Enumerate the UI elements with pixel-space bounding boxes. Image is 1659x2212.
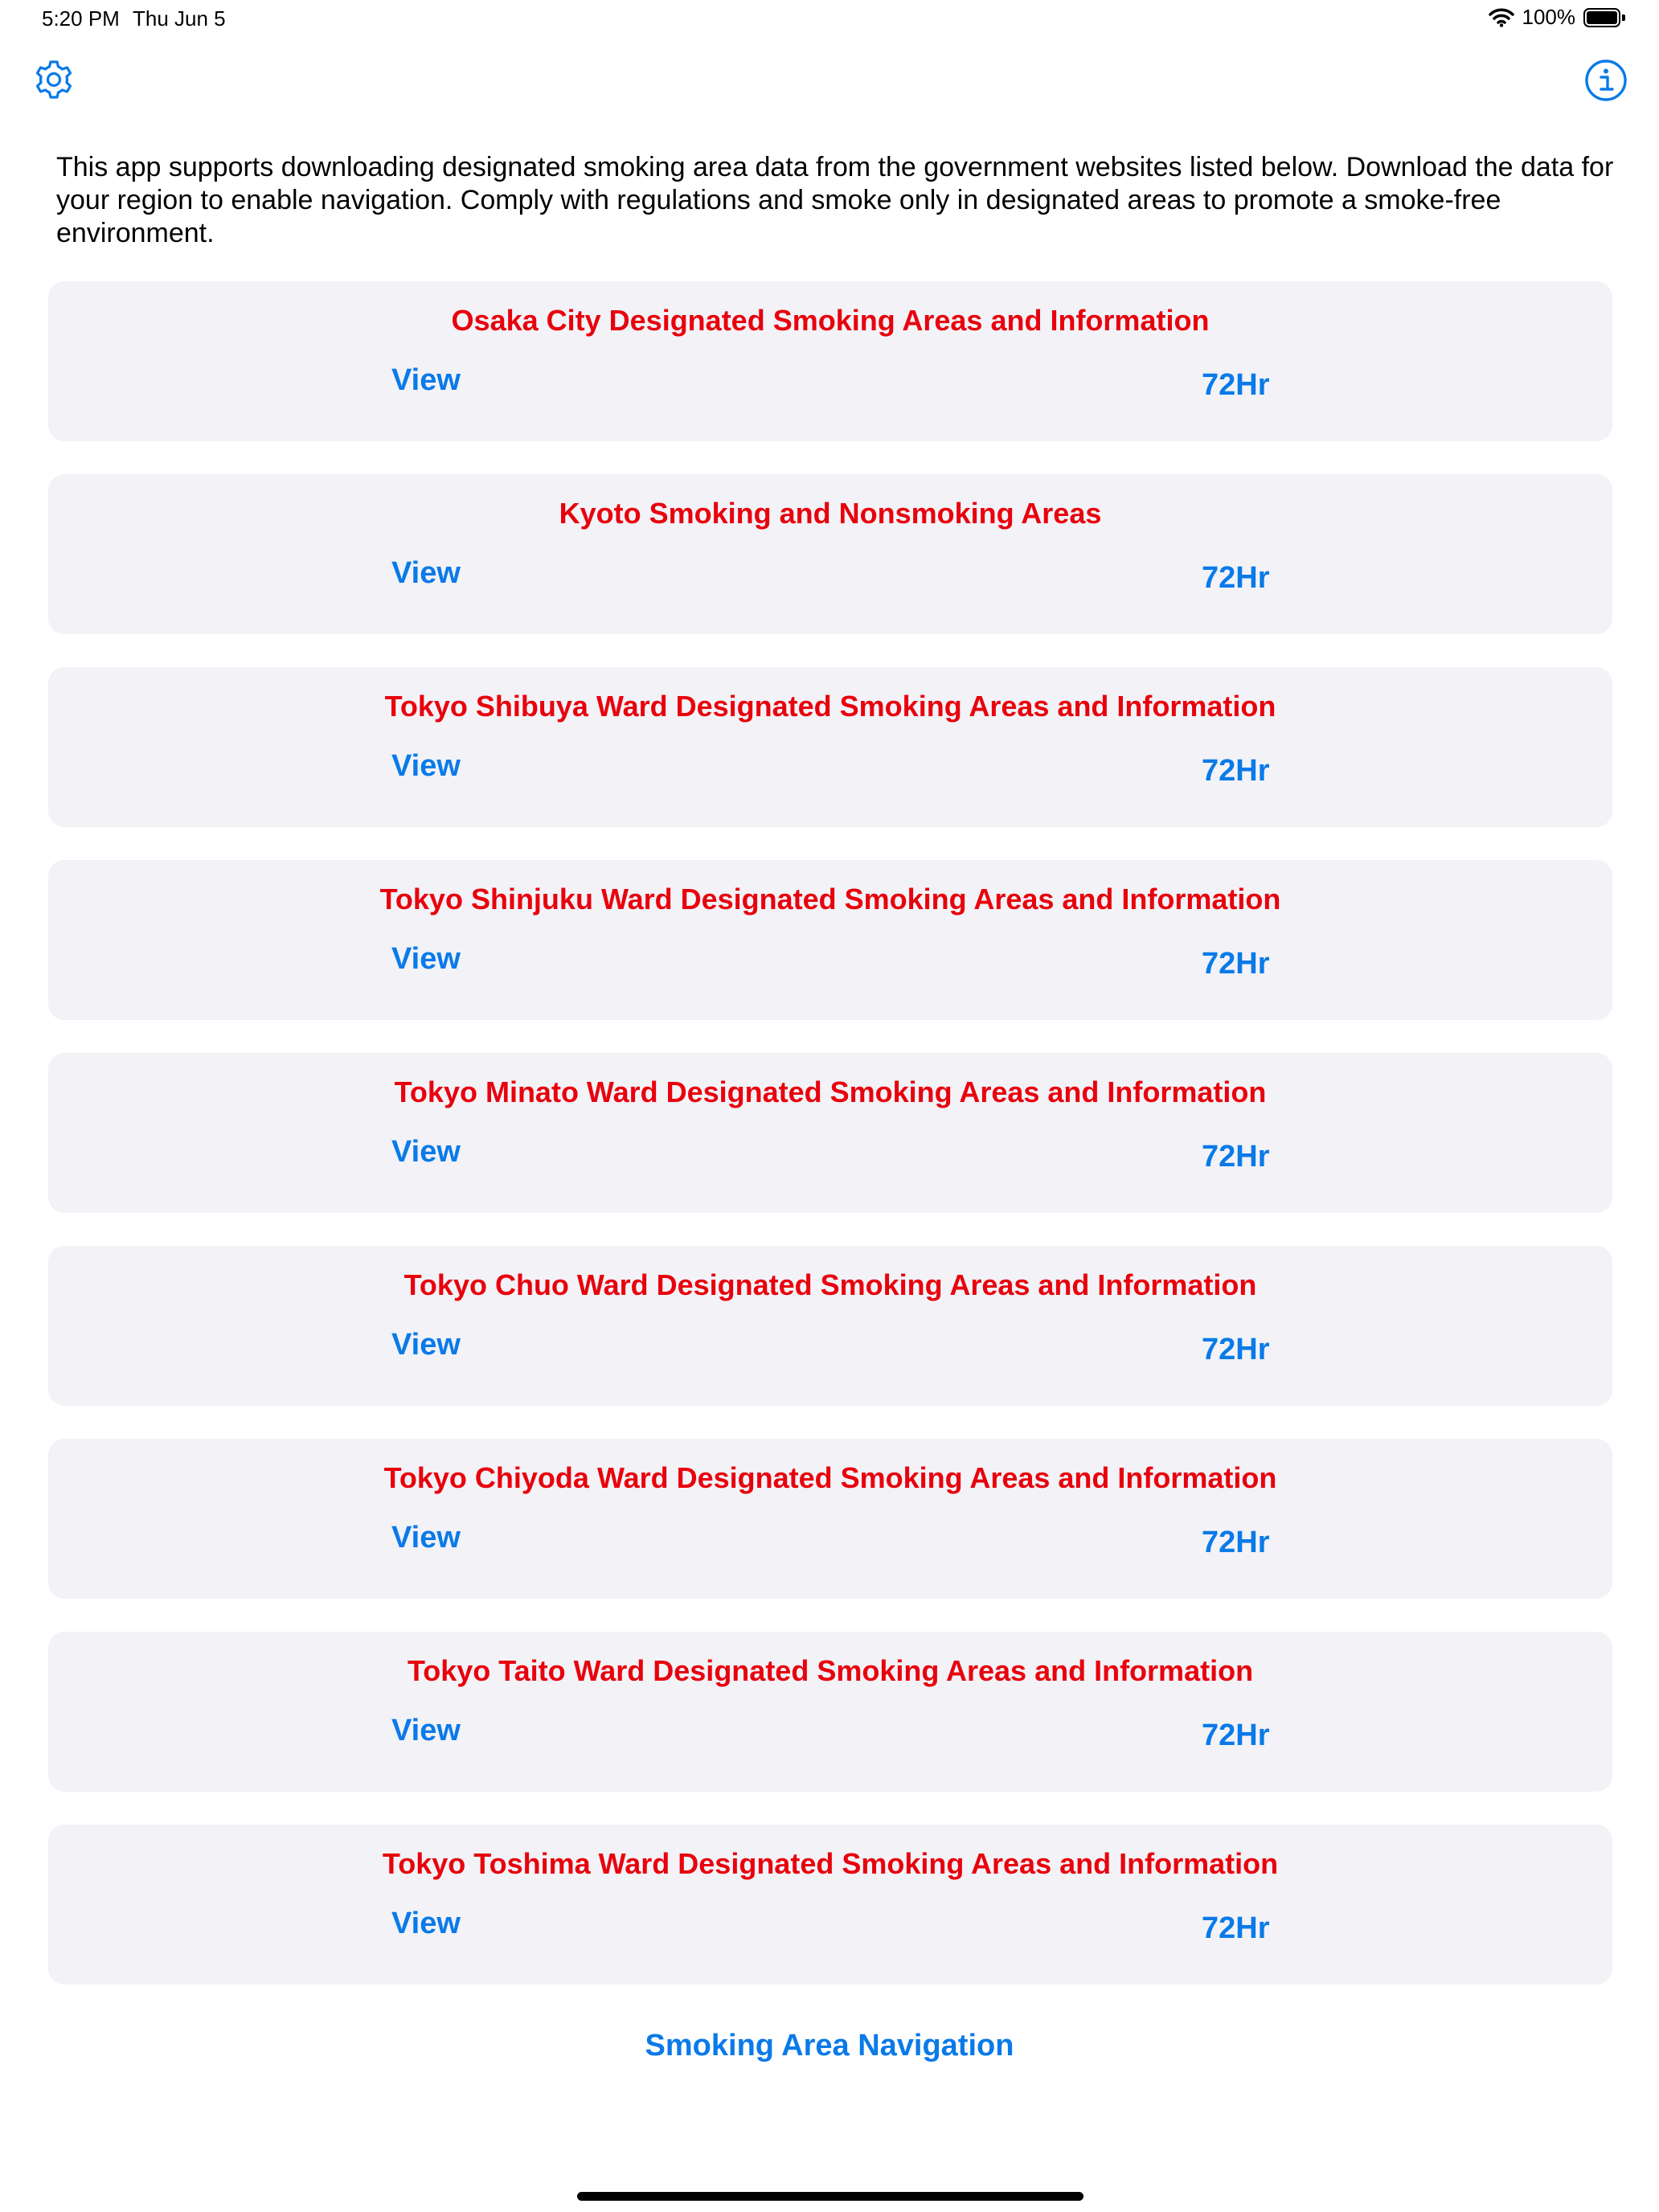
view-button[interactable]: View [391,1521,461,1555]
source-title-link[interactable]: Kyoto Smoking and Nonsmoking Areas [559,497,1102,530]
battery-icon [1583,8,1625,27]
source-title-link[interactable]: Tokyo Chiyoda Ward Designated Smoking Areas and Information [383,1461,1277,1494]
view-button[interactable]: View [391,1714,461,1747]
source-card [48,474,1612,634]
source-title-link[interactable]: Tokyo Shinjuku Ward Designated Smoking Areas and Information [379,883,1281,916]
view-button[interactable]: View [391,749,461,783]
view-button[interactable]: View [391,363,461,397]
download-72hr-button[interactable]: 72Hr [1202,561,1270,595]
view-button[interactable]: View [391,556,461,590]
view-button[interactable]: View [391,1907,461,1940]
gear-icon [32,58,76,101]
source-title-link[interactable]: Tokyo Taito Ward Designated Smoking Areas and Information [407,1654,1254,1687]
download-72hr-button[interactable]: 72Hr [1202,1911,1270,1945]
info-button[interactable] [1583,58,1628,103]
source-card [48,1439,1612,1599]
source-card [48,1053,1612,1213]
source-title-link[interactable]: Tokyo Toshima Ward Designated Smoking Areas and Information [382,1847,1279,1880]
source-title-link[interactable]: Tokyo Chuo Ward Designated Smoking Areas and Information [403,1268,1257,1301]
download-72hr-button[interactable]: 72Hr [1202,368,1270,402]
download-72hr-button[interactable]: 72Hr [1202,754,1270,788]
view-button[interactable]: View [391,1135,461,1169]
source-card [48,860,1612,1020]
status-indicators [1489,5,1626,30]
source-title-link[interactable]: Tokyo Minato Ward Designated Smoking Areas and Information [394,1075,1267,1108]
download-72hr-button[interactable]: 72Hr [1202,947,1270,981]
source-card [48,1246,1612,1406]
smoking-area-navigation-button[interactable]: Smoking Area Navigation [645,2029,1014,2062]
source-card [48,1632,1612,1792]
battery-percent: 100% [1522,5,1575,29]
source-card [48,281,1612,441]
settings-button[interactable] [32,58,76,101]
source-title-link[interactable]: Tokyo Shibuya Ward Designated Smoking Areas and Information [384,690,1276,723]
wifi-icon [1489,8,1514,27]
info-icon [1583,58,1628,103]
source-list[interactable] [0,281,1659,1945]
download-72hr-button[interactable]: 72Hr [1202,1333,1270,1366]
status-date: Thu Jun 5 [133,6,226,31]
source-card [48,667,1612,827]
download-72hr-button[interactable]: 72Hr [1202,1526,1270,1559]
source-card [48,1825,1612,1985]
status-bar [0,0,1659,40]
home-indicator [577,2192,1083,2201]
status-time: 5:20 PM [42,6,120,31]
download-72hr-button[interactable]: 72Hr [1202,1718,1270,1752]
view-button[interactable]: View [391,942,461,976]
download-72hr-button[interactable]: 72Hr [1202,1140,1270,1174]
intro-text: This app supports downloading designated smoking area data from the government websites listed below. Download the data for your region to enable navigation. Comply with regulations and smoke only in designated areas to promote a smoke-free environment. [56,152,1614,248]
view-button[interactable]: View [391,1328,461,1362]
source-title-link[interactable]: Osaka City Designated Smoking Areas and Information [451,304,1210,337]
